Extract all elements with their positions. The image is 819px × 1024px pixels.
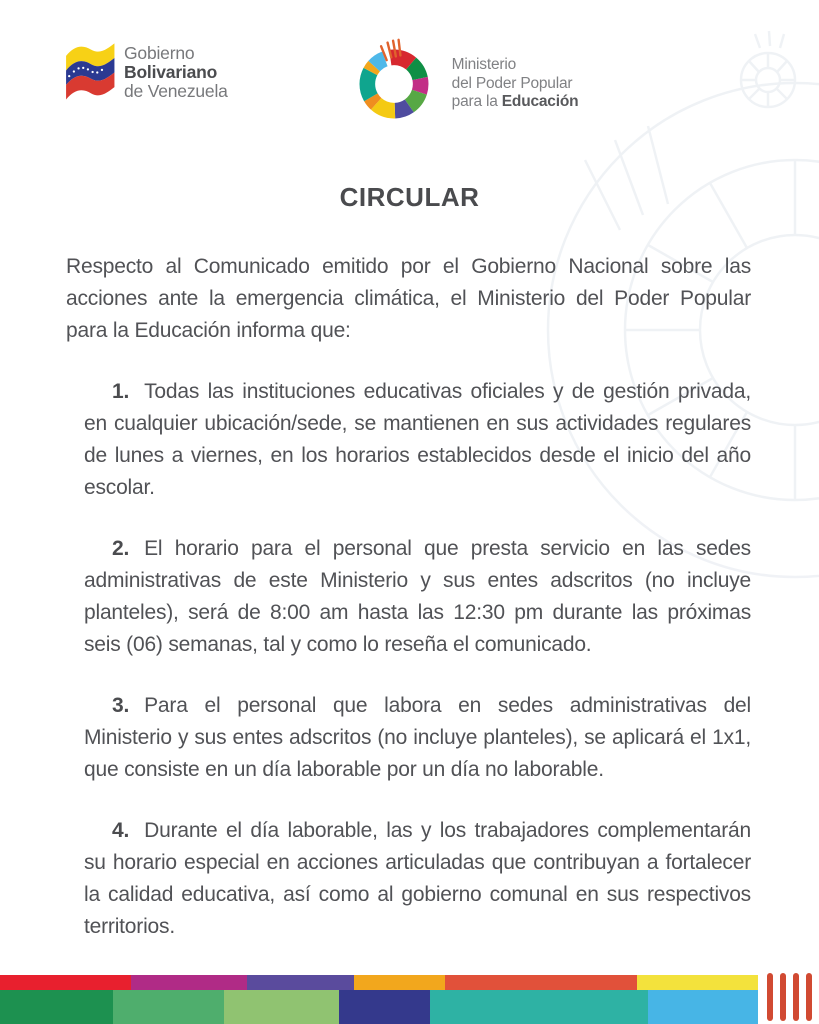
item-2-text: El horario para el personal que presta servicio en las sedes administrativas de este Ministerio y sus entes adscritos (no incluye planteles), será de 8:00 am hasta las 12:30 pm durante las próximas seis (06) semanas, tal y como lo reseña el comunicado. bbox=[84, 537, 751, 656]
ministerio-line1: Ministerio bbox=[451, 56, 516, 74]
footer-bar-segment bbox=[224, 990, 339, 1024]
gobierno-line2: Bolivariano bbox=[124, 61, 218, 82]
ministerio-educacion-logo bbox=[348, 38, 579, 130]
gobierno-logo-text bbox=[124, 44, 228, 101]
corner-stripe bbox=[793, 973, 799, 1021]
item-3-text: Para el personal que labora en sedes administrativas del Ministerio y sus entes adscritos (no incluye planteles), se aplicará el 1x1, que consiste en un día laborable por un día no laborable. bbox=[84, 694, 751, 781]
footer-bar-segment bbox=[648, 990, 758, 1024]
circular-item-4 bbox=[66, 815, 751, 943]
document-header bbox=[0, 0, 819, 130]
venezuela-flag-icon bbox=[64, 38, 116, 106]
footer-bottom-row bbox=[0, 990, 758, 1024]
gobierno-bolivariano-logo bbox=[64, 38, 228, 106]
page-title: CIRCULAR bbox=[339, 182, 480, 212]
item-4-number: 4. bbox=[112, 819, 130, 842]
circular-item-2 bbox=[66, 533, 751, 661]
footer-color-bars bbox=[0, 975, 819, 1024]
gobierno-line3: de Venezuela bbox=[124, 80, 228, 101]
ministerio-line3: para la Educación bbox=[451, 93, 579, 111]
ministerio-line2: del Poder Popular bbox=[451, 74, 573, 92]
footer-bar-segment bbox=[113, 990, 224, 1024]
item-1-number: 1. bbox=[112, 380, 130, 403]
gobierno-line1: Gobierno bbox=[124, 42, 195, 63]
circular-item-3 bbox=[66, 690, 751, 786]
footer-corner-stripes bbox=[767, 973, 812, 1021]
circular-item-1 bbox=[66, 376, 751, 504]
item-4-text: Durante el día laborable, las y los trabajadores complementarán su horario especial en acciones articuladas que contribuyan a fortalecer la calidad educativa, así como al gobierno comunal en sus respectivos territorios. bbox=[84, 819, 751, 938]
corner-stripe bbox=[767, 973, 773, 1021]
corner-stripe bbox=[780, 973, 786, 1021]
item-1-text: Todas las instituciones educativas oficiales y de gestión privada, en cualquier ubicación/sede, se mantienen en sus actividades regulares de lunes a viernes, en los horarios establecidos desde el inicio del año escolar. bbox=[84, 380, 751, 499]
circular-body bbox=[0, 251, 819, 1024]
corner-stripe bbox=[806, 973, 812, 1021]
footer-bar-segment bbox=[430, 990, 648, 1024]
ministerio-logo-text bbox=[452, 56, 579, 112]
footer-bar-segment bbox=[247, 975, 354, 990]
item-3-number: 3. bbox=[112, 694, 130, 717]
intro-paragraph: Respecto al Comunicado emitido por el Gobierno Nacional sobre las acciones ante la emergencia climática, el Ministerio del Poder Popular para la Educación informa que: bbox=[66, 255, 751, 342]
footer-top-row bbox=[0, 975, 758, 990]
footer-bar-segment bbox=[445, 975, 637, 990]
footer-bar-segment bbox=[0, 990, 113, 1024]
footer-bar-segment bbox=[131, 975, 247, 990]
item-2-number: 2. bbox=[112, 537, 130, 560]
footer-bar-segment bbox=[637, 975, 758, 990]
footer-bar-segment bbox=[0, 975, 131, 990]
footer-bar-segment bbox=[354, 975, 445, 990]
ministerio-donut-icon bbox=[348, 38, 440, 130]
footer-bar-segment bbox=[339, 990, 430, 1024]
